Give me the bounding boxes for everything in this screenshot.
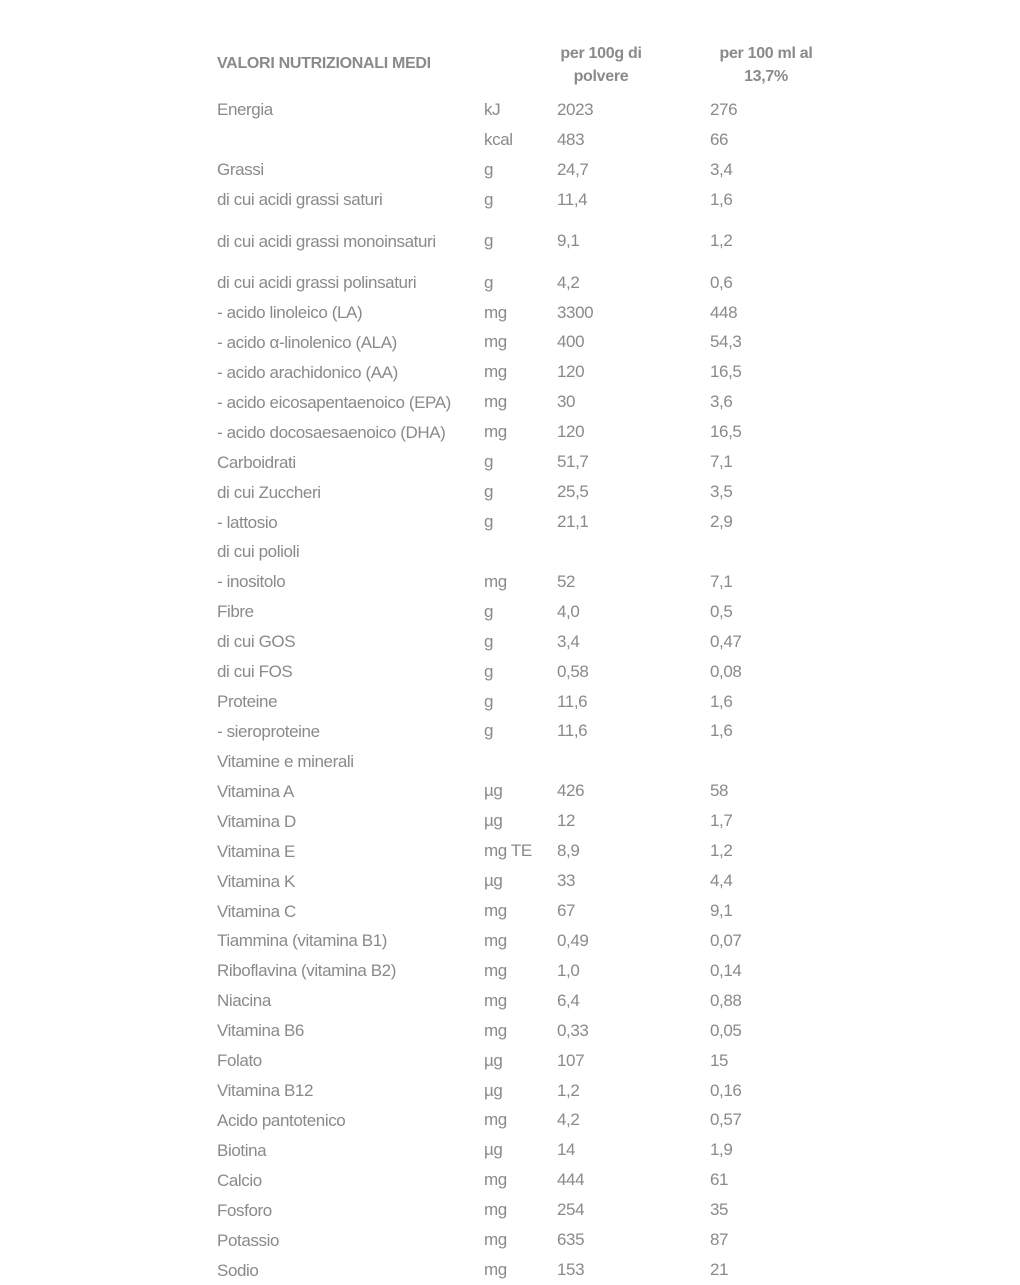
unit-cell: mg <box>484 302 507 322</box>
table-row <box>217 1076 837 1106</box>
table-row <box>217 986 837 1016</box>
value-per-100ml: 0,88 <box>710 990 742 1010</box>
value-per-100ml: 1,9 <box>710 1140 733 1160</box>
value-per-100ml: 15 <box>710 1050 729 1070</box>
nutrition-table <box>217 40 837 1285</box>
value-per-100g: 6,4 <box>557 990 580 1010</box>
unit-cell: µg <box>484 781 503 801</box>
value-per-100ml: 1,6 <box>710 691 733 711</box>
table-row <box>217 1195 837 1225</box>
unit-cell: mg <box>484 332 507 352</box>
value-per-100ml: 0,57 <box>710 1110 742 1130</box>
table-row <box>217 896 837 926</box>
nutrient-name: Vitamina C <box>217 901 296 921</box>
value-per-100ml: 9,1 <box>710 901 733 920</box>
nutrient-name: Vitamina K <box>217 871 295 891</box>
table-row <box>217 417 837 447</box>
nutrient-name: Fibre <box>217 602 254 622</box>
unit-cell: mg <box>484 1200 507 1220</box>
value-per-100g: 0,33 <box>557 1020 589 1040</box>
value-per-100g: 120 <box>557 362 585 382</box>
unit-cell: µg <box>484 1050 503 1070</box>
table-row <box>217 926 837 956</box>
nutrient-name: Tiammina (vitamina B1) <box>217 931 388 951</box>
value-per-100ml: 87 <box>710 1230 729 1250</box>
unit-cell: µg <box>484 1080 503 1100</box>
value-per-100ml: 276 <box>710 99 738 119</box>
value-per-100g: 400 <box>557 332 585 352</box>
table-row <box>217 1135 837 1165</box>
value-per-100g: 25,5 <box>557 482 589 502</box>
value-per-100ml: 16,5 <box>710 362 742 382</box>
unit-cell: mg <box>484 1020 507 1040</box>
value-per-100g: 51,7 <box>557 452 589 472</box>
table-row <box>217 597 837 627</box>
value-per-100ml: 54,3 <box>710 332 742 352</box>
value-per-100ml: 1,6 <box>710 189 733 209</box>
value-per-100ml: 35 <box>710 1200 729 1220</box>
table-row <box>217 627 837 657</box>
nutrient-name: Biotina <box>217 1140 267 1160</box>
value-per-100g: 3,4 <box>557 631 580 651</box>
value-per-100ml: 1,7 <box>710 811 733 831</box>
value-per-100g: 444 <box>557 1170 585 1190</box>
table-row <box>217 125 837 155</box>
unit-cell: mg <box>484 1110 507 1130</box>
value-per-100g: 4,2 <box>557 272 580 292</box>
nutrient-name: di cui Zuccheri <box>217 482 321 502</box>
nutrient-name: Niacina <box>217 991 271 1011</box>
value-per-100ml: 7,1 <box>710 571 733 591</box>
nutrient-name: Grassi <box>217 160 264 180</box>
value-per-100g: 67 <box>557 901 576 920</box>
value-per-100ml: 1,6 <box>710 721 733 741</box>
table-row <box>217 1106 837 1136</box>
value-per-100ml: 16,5 <box>710 422 742 442</box>
value-per-100g: 153 <box>557 1260 585 1280</box>
value-per-100g: 254 <box>557 1200 585 1220</box>
value-per-100g: 14 <box>557 1140 576 1160</box>
header-nutrient: VALORI NUTRIZIONALI MEDI <box>217 55 431 72</box>
value-per-100g: 4,2 <box>557 1110 580 1130</box>
unit-cell: mg <box>484 362 507 382</box>
nutrient-name: - acido α-linolenico (ALA) <box>217 332 397 352</box>
unit-cell: mg <box>484 392 507 412</box>
table-row <box>217 806 837 836</box>
table-row <box>217 268 837 298</box>
value-per-100g: 2023 <box>557 99 594 119</box>
header-per-100ml: per 100 ml al 13,7% <box>719 45 813 85</box>
value-per-100g: 11,6 <box>557 721 588 741</box>
nutrient-name: - acido linoleico (LA) <box>217 303 363 323</box>
unit-cell: mg <box>484 930 507 950</box>
table-body <box>217 95 837 1285</box>
value-per-100ml: 1,2 <box>710 841 733 861</box>
nutrient-name: di cui acidi grassi polinsaturi <box>217 273 417 293</box>
unit-cell: µg <box>484 1140 503 1160</box>
unit-cell: kcal <box>484 129 513 149</box>
nutrient-name: - acido arachidonico (AA) <box>217 362 398 382</box>
nutrient-name: di cui FOS <box>217 662 293 682</box>
value-per-100g: 30 <box>557 392 576 412</box>
table-row <box>217 155 837 185</box>
nutrient-name: - acido docosaesaenoico (DHA) <box>217 422 446 442</box>
value-per-100ml: 3,5 <box>710 482 733 502</box>
value-per-100ml: 0,16 <box>710 1080 742 1100</box>
nutrient-name: Vitamina B12 <box>217 1081 314 1101</box>
unit-cell: g <box>484 691 494 711</box>
nutrient-name: Riboflavina (vitamina B2) <box>217 961 396 981</box>
value-per-100ml: 2,9 <box>710 512 733 532</box>
table-row <box>217 687 837 717</box>
nutrient-name: - acido eicosapentaenoico (EPA) <box>217 392 451 412</box>
value-per-100ml: 0,14 <box>710 960 742 980</box>
table-row <box>217 387 837 417</box>
value-per-100g: 635 <box>557 1230 585 1250</box>
table-row <box>217 1016 837 1046</box>
table-row <box>217 328 837 358</box>
value-per-100ml: 7,1 <box>710 452 733 472</box>
unit-cell: mg <box>484 1230 507 1250</box>
table-row <box>217 357 837 387</box>
unit-cell: g <box>484 631 494 651</box>
table-row <box>217 95 837 125</box>
value-per-100g: 21,1 <box>557 512 589 532</box>
table-row <box>217 185 837 215</box>
nutrient-name: Vitamina A <box>217 781 294 801</box>
value-per-100g: 24,7 <box>557 159 589 179</box>
unit-cell: g <box>484 159 494 179</box>
value-per-100ml: 0,5 <box>710 601 733 621</box>
value-per-100g: 426 <box>557 781 585 801</box>
table-row <box>217 866 837 896</box>
nutrient-name: Sodio <box>217 1260 259 1280</box>
unit-cell: µg <box>484 871 503 891</box>
nutrient-name: Fosforo <box>217 1200 272 1220</box>
nutrient-name: Folato <box>217 1051 262 1071</box>
value-per-100g: 11,4 <box>557 189 588 209</box>
nutrient-name: Potassio <box>217 1230 280 1250</box>
unit-cell: g <box>484 512 494 532</box>
value-per-100g: 52 <box>557 571 576 591</box>
value-per-100ml: 3,4 <box>710 159 733 179</box>
nutrient-name: di cui polioli <box>217 542 300 562</box>
value-per-100g: 120 <box>557 422 585 442</box>
nutrient-name: Calcio <box>217 1170 262 1190</box>
nutrient-name: di cui acidi grassi saturi <box>217 190 383 210</box>
value-per-100ml: 61 <box>710 1170 729 1190</box>
nutrient-name: Acido pantotenico <box>217 1110 346 1130</box>
nutrient-name: Vitamine e minerali <box>217 751 354 771</box>
value-per-100g: 33 <box>557 871 576 891</box>
table-row <box>217 1225 837 1255</box>
value-per-100ml: 4,4 <box>710 871 733 891</box>
table-row <box>217 657 837 687</box>
nutrient-name: Vitamina E <box>217 841 295 861</box>
table-row <box>217 537 837 567</box>
table-row <box>217 215 837 268</box>
value-per-100ml: 1,2 <box>710 231 733 251</box>
table-row <box>217 717 837 747</box>
unit-cell: mg TE <box>484 841 532 861</box>
header-per-100g: per 100g di polvere <box>560 45 642 85</box>
nutrient-name: - lattosio <box>217 512 278 532</box>
unit-cell: mg <box>484 1170 507 1190</box>
unit-cell: µg <box>484 811 503 831</box>
table-row <box>217 567 837 597</box>
unit-cell: mg <box>484 1260 507 1280</box>
value-per-100ml: 21 <box>710 1260 729 1280</box>
table-row <box>217 447 837 477</box>
value-per-100ml: 0,6 <box>710 272 733 292</box>
value-per-100g: 9,1 <box>557 231 580 251</box>
value-per-100ml: 0,08 <box>710 661 742 681</box>
value-per-100g: 0,49 <box>557 930 589 950</box>
value-per-100g: 12 <box>557 811 576 831</box>
value-per-100g: 107 <box>557 1050 585 1070</box>
nutrient-name: Vitamina D <box>217 811 296 831</box>
nutrient-name: - inositolo <box>217 572 286 592</box>
table-row <box>217 298 837 328</box>
nutrient-name: di cui GOS <box>217 632 296 652</box>
nutrient-name: - sieroproteine <box>217 721 320 741</box>
unit-cell: mg <box>484 901 507 920</box>
unit-cell: mg <box>484 571 507 591</box>
unit-cell: g <box>484 231 494 251</box>
value-per-100ml: 448 <box>710 302 738 322</box>
value-per-100ml: 58 <box>710 781 729 801</box>
nutrient-name <box>217 125 482 155</box>
table-row <box>217 1046 837 1076</box>
value-per-100g: 0,58 <box>557 661 589 681</box>
value-per-100ml: 0,47 <box>710 631 742 651</box>
table-header <box>217 40 837 95</box>
unit-cell: g <box>484 661 494 681</box>
nutrient-name: Carboidrati <box>217 452 296 472</box>
unit-cell: g <box>484 452 494 472</box>
value-per-100ml: 0,05 <box>710 1020 742 1040</box>
value-per-100ml: 3,6 <box>710 392 733 412</box>
unit-cell: mg <box>484 422 507 442</box>
nutrient-name: di cui acidi grassi monoinsaturi <box>217 231 436 251</box>
value-per-100g: 483 <box>557 129 585 149</box>
unit-cell: g <box>484 721 494 741</box>
value-per-100g: 1,0 <box>557 960 580 980</box>
unit-cell: mg <box>484 960 507 980</box>
unit-cell: kJ <box>484 99 501 119</box>
nutrient-name: Vitamina B6 <box>217 1021 304 1041</box>
unit-cell: mg <box>484 990 507 1010</box>
value-per-100g: 3300 <box>557 302 594 322</box>
table-row <box>217 477 837 507</box>
table-row <box>217 746 837 776</box>
nutrient-name: Proteine <box>217 692 278 712</box>
unit-cell: g <box>484 272 494 292</box>
value-per-100g: 1,2 <box>557 1080 580 1100</box>
table-row <box>217 507 837 537</box>
value-per-100ml: 0,07 <box>710 930 742 950</box>
value-per-100g: 4,0 <box>557 601 580 621</box>
table-row <box>217 1255 837 1285</box>
value-per-100g: 8,9 <box>557 841 580 861</box>
value-per-100g: 11,6 <box>557 691 588 711</box>
nutrient-name: Energia <box>217 100 273 120</box>
table-row <box>217 836 837 866</box>
table-row <box>217 776 837 806</box>
table-row <box>217 1165 837 1195</box>
unit-cell: g <box>484 601 494 621</box>
unit-cell: g <box>484 189 494 209</box>
table-row <box>217 956 837 986</box>
unit-cell: g <box>484 482 494 502</box>
value-per-100ml: 66 <box>710 129 729 149</box>
